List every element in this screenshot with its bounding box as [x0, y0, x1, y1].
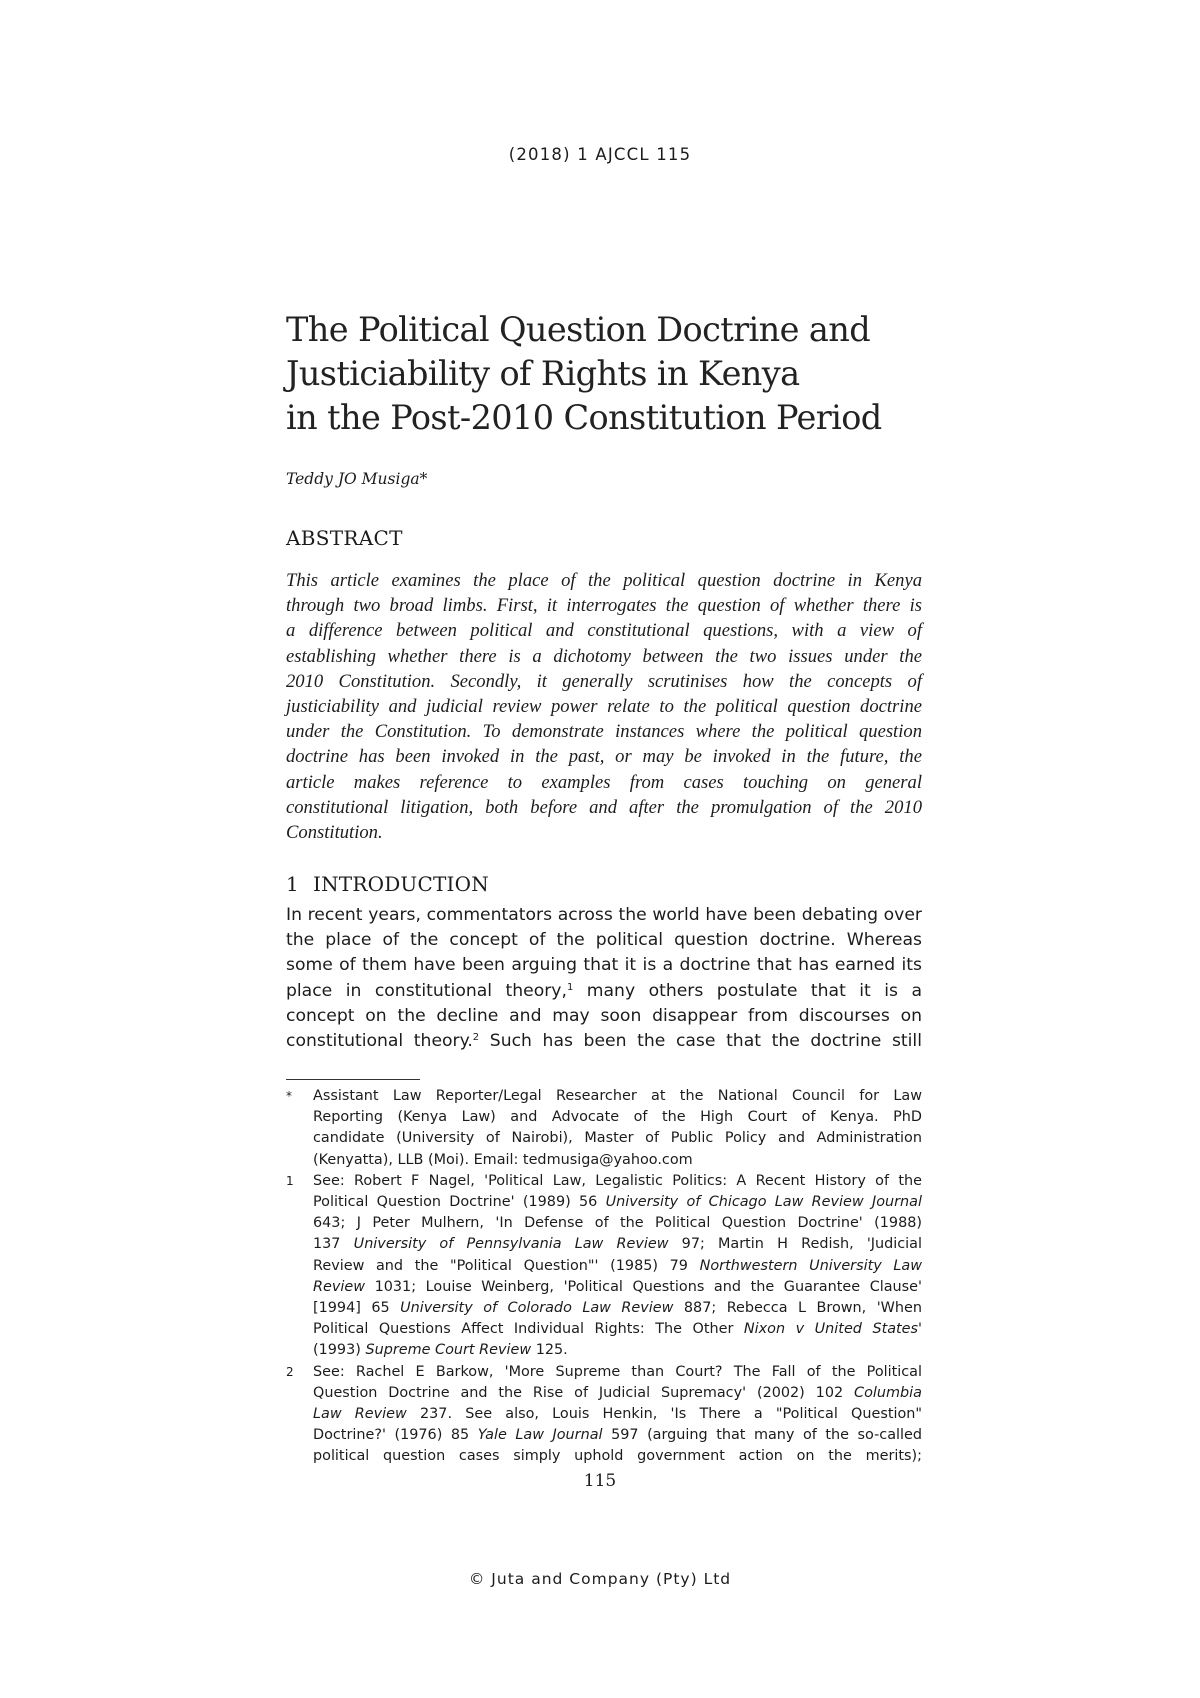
- abstract-line: 2010 Constitution. Secondly, it generally scrutinises how the concepts of: [286, 670, 922, 692]
- running-head: (2018) 1 AJCCL 115: [508, 145, 692, 164]
- footnote-text: Political Question Doctrine' (1989) 56: [313, 1194, 606, 1211]
- abstract-line: justiciability and judicial review power relate to the political question doctrine: [286, 696, 922, 718]
- journal-name: Law Review: [313, 1406, 407, 1423]
- case-name: Nixon v United States': [743, 1321, 922, 1338]
- footnote-line: See: Robert F Nagel, 'Political Law, Legalistic Politics: A Recent History of the: [313, 1172, 922, 1189]
- footnote-line: [313, 1256, 922, 1277]
- footnote-text: 237. See also, Louis Henkin, 'Is There a "Political Question": [406, 1406, 923, 1423]
- footnote-line: [313, 1383, 922, 1404]
- footnote-text: 97; Martin H Redish, 'Judicial: [668, 1236, 923, 1253]
- footnote-text: Review and the "Political Question"' (1985) 79: [313, 1257, 700, 1274]
- section-heading: [286, 872, 922, 896]
- footnote-mark: 2: [286, 1364, 294, 1379]
- body-line: [286, 1029, 922, 1054]
- body-line-part: place in constitutional theory,: [286, 980, 567, 1001]
- article-title: [286, 308, 922, 440]
- journal-name: University of Pennsylvania Law Review: [353, 1236, 669, 1253]
- footnote-mark: 1: [286, 1173, 294, 1188]
- footnote-ref-1[interactable]: 1: [566, 981, 574, 993]
- footnote-divider: [286, 1079, 420, 1080]
- body-line-part: constitutional theory.: [286, 1031, 473, 1052]
- body-paragraph: [286, 903, 922, 1054]
- body-line-part: Such has been the case that the doctrine still: [489, 1031, 922, 1052]
- footnote-line: [313, 1298, 922, 1319]
- journal-name: Columbia: [854, 1384, 922, 1401]
- footnote-ref-2[interactable]: 2: [472, 1032, 480, 1044]
- footnote-text: 125.: [531, 1342, 568, 1359]
- footnote-line: political question cases simply uphold government action on the merits);: [313, 1448, 922, 1465]
- body-line: some of them have been arguing that it is a doctrine that has earned its: [286, 955, 922, 976]
- footnote-line: [313, 1192, 922, 1213]
- journal-name: University of Colorado Law Review: [400, 1300, 674, 1317]
- footnote-line: See: Rachel E Barkow, 'More Supreme than Court? The Fall of the Political: [313, 1363, 922, 1380]
- footnotes: [286, 1086, 922, 1468]
- body-line: [286, 979, 922, 1004]
- footnote-text: 1031; Louise Weinberg, 'Political Questions and the Guarantee Clause': [365, 1278, 922, 1295]
- section-title: INTRODUCTION: [313, 872, 489, 896]
- footnote-text: 137: [313, 1236, 354, 1253]
- abstract-line: doctrine has been invoked in the past, or may be invoked in the future, the: [286, 746, 922, 768]
- journal-name: Northwestern University Law: [699, 1257, 922, 1274]
- publisher-notice: © Juta and Company (Pty) Ltd: [468, 1570, 732, 1588]
- footnote-line: Reporting (Kenya Law) and Advocate of the High Court of Kenya. PhD: [313, 1109, 922, 1126]
- footnote-text: (1993): [313, 1342, 366, 1359]
- abstract-heading: ABSTRACT: [286, 526, 403, 550]
- footnote-text: Question Doctrine and the Rise of Judicial Supremacy' (2002) 102: [313, 1384, 855, 1401]
- journal-name: Review: [313, 1278, 365, 1295]
- journal-name: Supreme Court Review: [365, 1342, 532, 1359]
- footnote-text: 597 (arguing that many of the so-called: [602, 1427, 922, 1444]
- author-name: Teddy JO Musiga*: [286, 470, 428, 488]
- footnote-line: [313, 1340, 922, 1361]
- footnote-1: [286, 1171, 922, 1362]
- abstract-line: This article examines the place of the political question doctrine in Kenya: [286, 570, 922, 591]
- footnote-star: [286, 1086, 922, 1171]
- footnote-line: [313, 1277, 922, 1298]
- footnote-line: candidate (University of Nairobi), Master of Public Policy and Administration: [313, 1130, 922, 1147]
- journal-name: Yale Law Journal: [477, 1427, 603, 1444]
- abstract-line: Constitution.: [286, 822, 383, 844]
- footnote-line: (Kenyatta), LLB (Moi). Email: tedmusiga@yahoo.com: [313, 1151, 693, 1168]
- footnote-2: [286, 1362, 922, 1468]
- journal-name: University of Chicago Law Review Journal: [605, 1194, 922, 1211]
- page-number: 115: [583, 1471, 617, 1491]
- footnote-line: 643; J Peter Mulhern, 'In Defense of the Political Question Doctrine' (1988): [313, 1215, 922, 1232]
- title-line: Justiciability of Rights in Kenya: [286, 354, 800, 393]
- footnote-line: [313, 1404, 922, 1425]
- abstract-text: [286, 568, 922, 845]
- footnote-text: [1994] 65: [313, 1300, 401, 1317]
- footnote-text: Doctrine?' (1976) 85: [313, 1427, 478, 1444]
- body-line: concept on the decline and may soon disappear from discourses on: [286, 1005, 922, 1026]
- footnote-line: [313, 1425, 922, 1446]
- abstract-line: a difference between political and constitutional questions, with a view of: [286, 620, 922, 642]
- abstract-line: constitutional litigation, both before and after the promulgation of the 2010: [286, 796, 922, 818]
- abstract-line: establishing whether there is a dichotomy between the two issues under the: [286, 645, 922, 667]
- footnote-line: [313, 1319, 922, 1340]
- footnote-text: Political Questions Affect Individual Rights: The Other: [313, 1321, 744, 1338]
- abstract-line: under the Constitution. To demonstrate instances where the political question: [286, 721, 922, 743]
- footnote-line: [313, 1234, 922, 1255]
- footnote-line: Assistant Law Reporter/Legal Researcher at the National Council for Law: [313, 1088, 922, 1104]
- body-line: the place of the concept of the political question doctrine. Whereas: [286, 930, 922, 951]
- title-line: The Political Question Doctrine and: [286, 310, 871, 349]
- abstract-line: through two broad limbs. First, it interrogates the question of whether there is: [286, 595, 922, 617]
- section-number: 1: [286, 872, 299, 896]
- body-line-part: many others postulate that it is a: [586, 980, 922, 1001]
- footnote-mark: *: [286, 1089, 292, 1103]
- body-line: In recent years, commentators across the world have been debating over: [286, 905, 922, 925]
- footnote-text: 887; Rebecca L Brown, 'When: [673, 1300, 922, 1317]
- abstract-line: article makes reference to examples from cases touching on general: [286, 771, 922, 793]
- title-line: in the Post-2010 Constitution Period: [286, 398, 882, 437]
